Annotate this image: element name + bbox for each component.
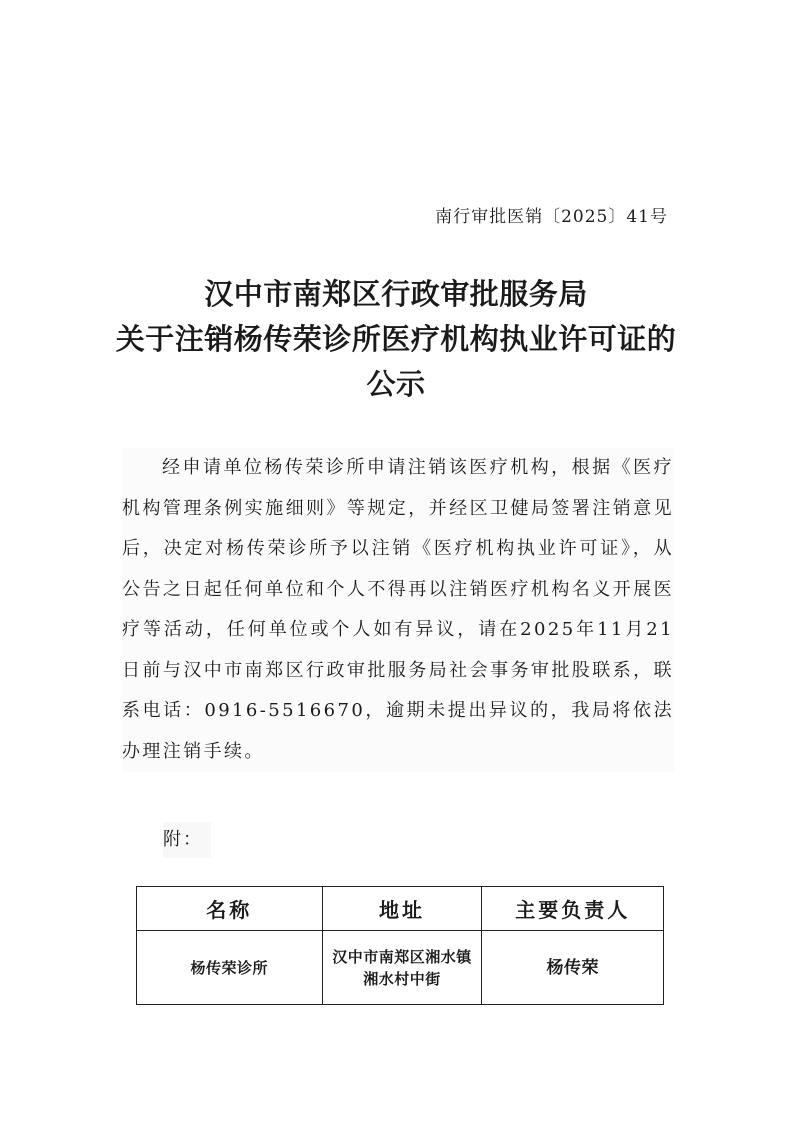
header-name: 名称 — [137, 887, 323, 931]
title-line-3: 公示 — [366, 367, 426, 401]
title-line-2: 关于注销杨传荣诊所医疗机构执业许可证的 — [115, 322, 677, 356]
document-title — [96, 272, 696, 407]
cell-address — [322, 931, 482, 1005]
cell-name: 杨传荣诊所 — [137, 931, 323, 1005]
attachment-label: 附： — [163, 822, 211, 858]
table-header-row — [137, 887, 664, 931]
body-paragraph: 经申请单位杨传荣诊所申请注销该医疗机构，根据《医疗机构管理条例实施细则》等规定，并经区卫健局签署注销意见后，决定对杨传荣诊所予以注销《医疗机构执业许可证》，从公告之日起任何单位和个人不得再以注销医疗机构名义开展医疗等活动，任何单位或个人如有异议，请在2025年11月21日前与汉中市南郑区行政审批服务局社会事务审批股联系，联系电话：0916-5516670，逾期未提出异议的，我局将依法办理注销手续。 — [122, 448, 674, 772]
title-line-1: 汉中市南郑区行政审批服务局 — [204, 277, 588, 311]
clinic-info-table — [136, 886, 664, 1005]
table-row — [137, 931, 664, 1005]
header-person: 主要负责人 — [482, 887, 664, 931]
cell-person: 杨传荣 — [482, 931, 664, 1005]
address-line-1: 汉中市南郑区湘水镇 — [332, 947, 472, 966]
header-address: 地址 — [322, 887, 482, 931]
address-line-2: 湘水村中街 — [363, 969, 441, 988]
document-number: 南行审批医销〔2025〕41号 — [435, 207, 668, 227]
